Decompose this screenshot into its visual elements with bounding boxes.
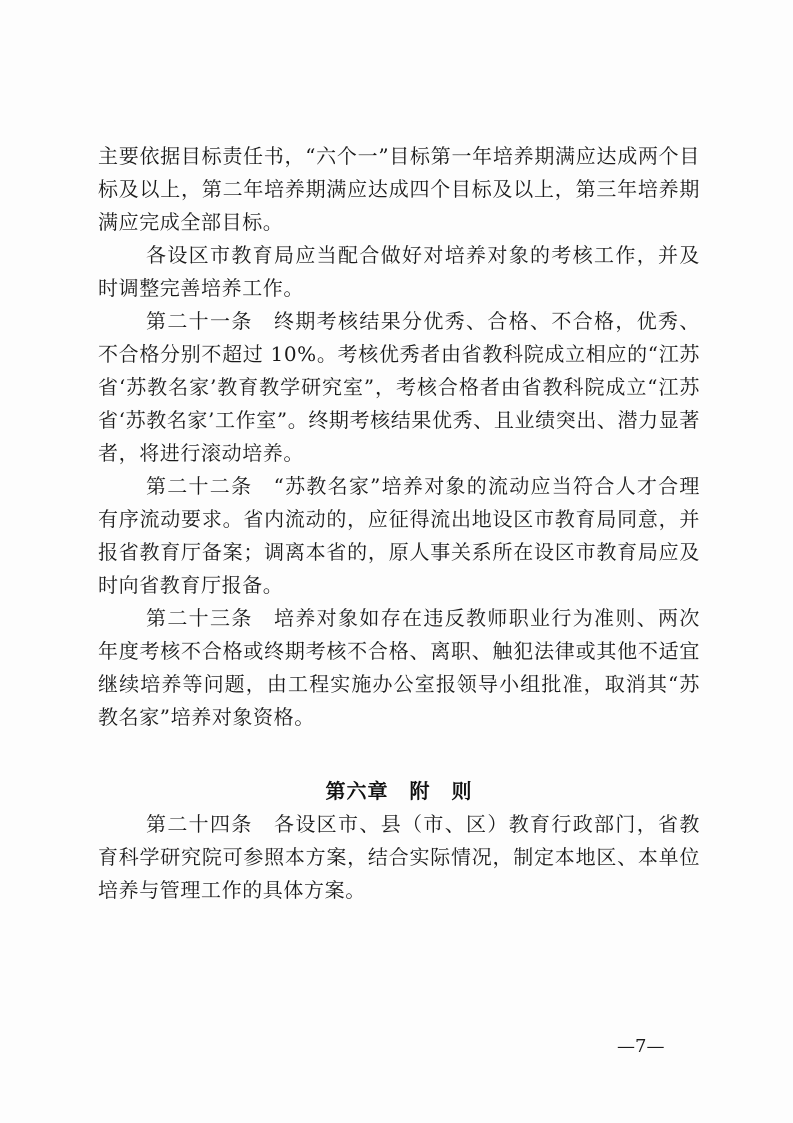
article-21: 第二十一条 终期考核结果分优秀、合格、不合格，优秀、不合格分别不超过 10%。考核优秀者由省教科院成立相应的“江苏省‘苏教名家’教育教学研究室”，考核合格者由省教科院成立“江苏省‘苏教名家’工作室”。终期考核结果优秀、且业绩突出、潜力显著者，将进行滚动培养。 bbox=[98, 309, 700, 465]
article-22: 第二十二条 “苏教名家”培养对象的流动应当符合人才合理有序流动要求。省内流动的，应征得流出地设区市教育局同意，并报省教育厅备案；调离本省的，原人事关系所在设区市教育局应及时向省教育厅报备。 bbox=[98, 474, 700, 597]
article-23: 第二十三条 培养对象如存在违反教师职业行为准则、两次年度考核不合格或终期考核不合格、离职、触犯法律或其他不适宜继续培养等问题，由工程实施办公室报领导小组批准，取消其“苏教名家”培养对象资格。 bbox=[98, 606, 700, 729]
document-body bbox=[98, 140, 700, 907]
paragraph-cooperation: 各设区市教育局应当配合做好对培养对象的考核工作，并及时调整完善培养工作。 bbox=[98, 243, 700, 300]
page-number: —7— bbox=[617, 1036, 665, 1057]
article-24: 第二十四条 各设区市、县（市、区）教育行政部门，省教育科学研究院可参照本方案，结合实际情况，制定本地区、本单位培养与管理工作的具体方案。 bbox=[98, 812, 700, 902]
chapter-heading: 第六章 附 则 bbox=[325, 779, 473, 803]
paragraph-continued-targets: 主要依据目标责任书，“六个一”目标第一年培养期满应达成两个目标及以上，第二年培养期满应达成四个目标及以上，第三年培养期满应完成全部目标。 bbox=[98, 144, 700, 234]
section-spacer bbox=[98, 734, 700, 774]
